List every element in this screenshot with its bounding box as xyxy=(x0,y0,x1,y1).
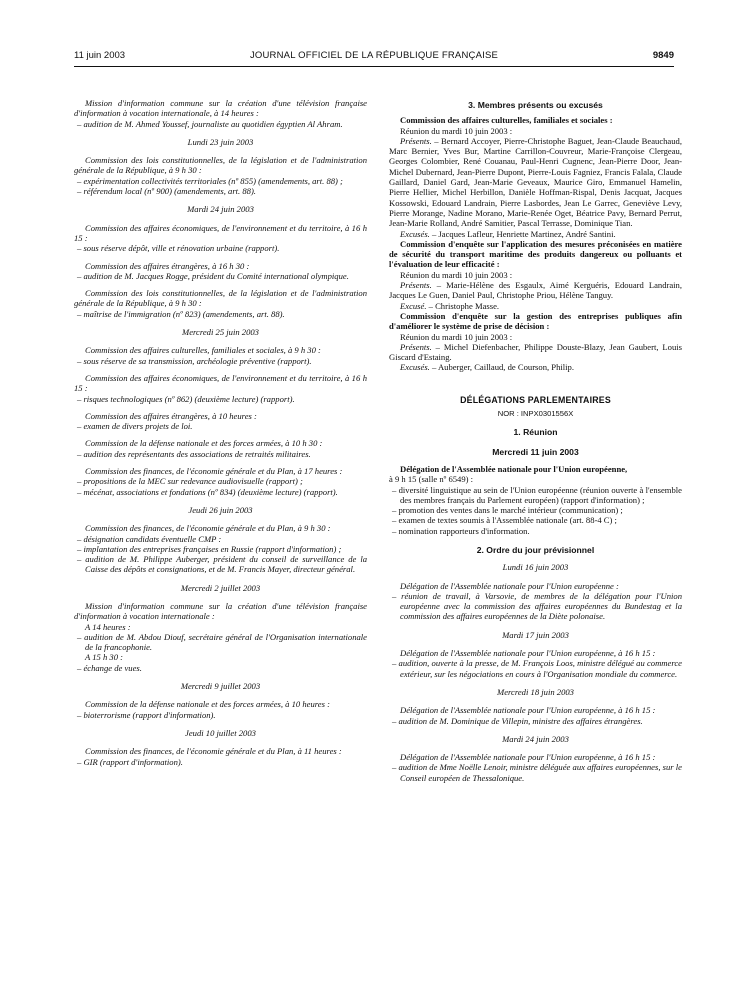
session-heading: Délégation de l'Assemblée nationale pour l'Union européenne : xyxy=(400,580,619,591)
agenda-item: – audition de M. Abdou Diouf, secrétaire général de l'Organisation internationale de la francophonie. xyxy=(77,631,367,653)
session-heading: Commission des affaires économiques, de l'environnement et du territoire, à 16 h 15 : xyxy=(74,222,367,243)
session-heading: Commission de la défense nationale et des forces armées, à 10 h 30 : xyxy=(85,438,323,449)
date-heading: Jeudi 10 juillet 2003 xyxy=(185,727,256,738)
section-heading: 1. Réunion xyxy=(513,427,558,438)
date-heading: Mercredi 25 juin 2003 xyxy=(182,327,259,338)
agenda-list xyxy=(74,663,367,673)
agenda-list xyxy=(389,716,682,726)
agenda-list xyxy=(74,710,367,720)
attendance-present xyxy=(389,342,682,363)
presents-names: – Michel Diefenbacher, Philippe Douste-Blazy, Jean Gaubert, Louis Giscard d'Estaing. xyxy=(389,341,682,363)
date-heading: Mardi 24 juin 2003 xyxy=(502,733,569,744)
journal-title: JOURNAL OFFICIEL DE LA RÉPUBLIQUE FRANÇAISE xyxy=(249,50,499,61)
agenda-list xyxy=(74,534,367,575)
session-heading: Commission des lois constitutionnelles, de la législation et de l'administration générale de la République, à 9 h 30 : xyxy=(74,155,367,176)
agenda-item: – propositions de la MEC sur redevance audiovisuelle (rapport) ; xyxy=(77,476,303,487)
session-heading: Mission d'information commune sur la création d'une télévision française d'information à vocation internationale, à 14 heures : xyxy=(74,98,367,119)
page-header xyxy=(74,50,674,64)
agenda-list xyxy=(389,591,682,622)
agenda-item: – audition de M. Philippe Auberger, président du conseil de surveillance de la Caisse des dépôts et consignations, et de M. Francis Mayer, directeur général. xyxy=(77,554,367,575)
session-heading: Commission des finances, de l'économie générale et du Plan, à 17 heures : xyxy=(85,466,343,477)
agenda-list xyxy=(74,757,367,767)
delegation-heading: Délégation de l'Assemblée nationale pour l'Union européenne, xyxy=(400,463,628,474)
agenda-list xyxy=(74,176,367,197)
agenda-list xyxy=(389,658,682,679)
date-heading: Lundi 23 juin 2003 xyxy=(187,136,254,147)
agenda-item: – sous réserve dépôt, ville et rénovation urbaine (rapport). xyxy=(77,243,280,254)
agenda-item: – diversité linguistique au sein de l'Union européenne (réunion ouverte à l'ensemble des membres français du Parlement européen) (rapport d'information) ; xyxy=(392,484,682,505)
excuses-names: – Jacques Lafleur, Henriette Martinez, André Santini. xyxy=(429,228,616,239)
agenda-item: – bioterrorisme (rapport d'information). xyxy=(77,709,216,720)
session-heading: Commission des lois constitutionnelles, de la législation et de l'administration générale de la République, à 9 h 30 : xyxy=(74,288,367,309)
excuse-label: Excusé. xyxy=(400,300,427,311)
header-date: 11 juin 2003 xyxy=(74,50,126,61)
agenda-item: – nomination rapporteurs d'information. xyxy=(392,525,530,536)
date-heading: Mercredi 2 juillet 2003 xyxy=(180,582,261,593)
excuse-names: – Christophe Masse. xyxy=(426,300,500,311)
excuses-names: – Auberger, Caillaud, de Courson, Philip. xyxy=(429,362,574,373)
date-heading: Mercredi 9 juillet 2003 xyxy=(180,681,261,692)
date-heading: Mercredi 11 juin 2003 xyxy=(492,446,579,457)
agenda-item: – audition de M. Ahmed Youssef, journaliste au quotidien égyptien Al Ahram. xyxy=(77,118,343,129)
committee-heading: Commission d'enquête sur l'application des mesures préconisées en matière de sécurité du transport maritime des produits dangereux ou polluants et l'évaluation de leur efficacité : xyxy=(389,238,682,270)
date-heading: Mardi 17 juin 2003 xyxy=(502,629,569,640)
date-heading: Jeudi 26 juin 2003 xyxy=(188,504,253,515)
agenda-item: – examen de divers projets de loi. xyxy=(77,421,193,432)
agenda-item: – mécénat, associations et fondations (nº 834) (deuxième lecture) (rapport). xyxy=(77,486,338,497)
agenda-item: – GIR (rapport d'information). xyxy=(77,756,183,767)
committee-heading: Commission d'enquête sur la gestion des entreprises publiques afin d'améliorer le système de prise de décision : xyxy=(389,310,682,332)
presents-names: – Bernard Accoyer, Pierre-Christophe Baguet, Jean-Claude Beauchaud, Marc Bernier, Yves Bur, Martine Carrillon-Couvreur, Marie-Françoise Clergeau, Georges Colombier, René Couanau, Paul-Henri Cugnenc, Jean-Pierre Door, Jean-Michel Dubernard, Jean-Pierre Dupont, Pierre-Louis Fagniez, Francis Falala, Claude Gaillard, Daniel Gard, Jean-Marie Geveaux, Maurice Giro, Emmanuel Hamelin, Pierre Hellier, Michel Herbillon, Danièle Hoffman-Rispal, Denis Jacquat, Jacques Kossowski, Edouard Landrain, Pierre Lasbordes, Jean Le Garrec, Geneviève Levy, Pierre Morange, Nadine Morano, Marie-Renée Oget, Béatrice Pavy, Bernard Perrut, Jean-Marie Rolland, André Samitier, Pascal Terrasse, Dominique Tian. xyxy=(389,135,682,229)
meeting-date: Réunion du mardi 10 juin 2003 : xyxy=(400,269,513,280)
presents-names: – Marie-Hélène des Esgaulx, Aimé Kerguéris, Edouard Landrain, Jacques Le Guen, Daniel Paul, Christophe Priou, Hélène Tanguy. xyxy=(389,280,682,301)
meeting-time: à 9 h 15 (salle nº 6549) : xyxy=(389,474,474,485)
excuses-label: Excusés. xyxy=(400,228,430,239)
section-heading: 3. Membres présents ou excusés xyxy=(468,100,603,110)
attendance-excused xyxy=(389,301,682,311)
agenda-list xyxy=(74,309,367,319)
agenda-list xyxy=(389,762,682,783)
session-heading: Commission des finances, de l'économie générale et du Plan, à 11 heures : xyxy=(85,746,342,757)
agenda-item: – maîtrise de l'immigration (nº 823) (amendements, art. 88). xyxy=(77,308,285,319)
agenda-list xyxy=(74,243,367,253)
agenda-item: – examen de textes soumis à l'Assemblée nationale (art. 88-4 C) ; xyxy=(392,515,617,526)
session-heading: Délégation de l'Assemblée nationale pour l'Union européenne, à 16 h 15 : xyxy=(400,648,656,659)
agenda-list xyxy=(74,449,367,459)
agenda-list xyxy=(74,476,367,497)
presents-label: Présents. xyxy=(400,341,432,352)
session-heading: Commission des affaires culturelles, familiales et sociales, à 9 h 30 : xyxy=(85,345,321,356)
date-heading: Mercredi 18 juin 2003 xyxy=(497,686,574,697)
session-heading: Mission d'information commune sur la création d'une télévision française d'information à vocation internationale : xyxy=(74,600,367,622)
section-heading: 2. Ordre du jour prévisionnel xyxy=(476,544,595,555)
agenda-item: – sous réserve de sa transmission, archéologie préventive (rapport). xyxy=(77,355,312,366)
agenda-item: – échange de vues. xyxy=(77,662,142,673)
agenda-item: – expérimentation collectivités territoriales (nº 855) (amendements, art. 88) ; xyxy=(77,175,343,186)
agenda-item: – référendum local (nº 900) (amendements, art. 88). xyxy=(77,186,256,197)
agenda-list xyxy=(74,119,367,129)
agenda-item: – audition de Mme Noëlle Lenoir, ministre déléguée aux affaires européennes, sur le Conseil européen de Thessalonique. xyxy=(392,762,682,783)
agenda-list xyxy=(74,394,367,404)
delegations-title: DÉLÉGATIONS PARLEMENTAIRES xyxy=(460,394,611,405)
date-heading: Mardi 24 juin 2003 xyxy=(187,204,254,215)
presents-label: Présents. xyxy=(400,135,432,146)
meeting-date: Réunion du mardi 10 juin 2003 : xyxy=(400,125,513,136)
date-heading: Lundi 16 juin 2003 xyxy=(502,562,569,573)
excuses-label: Excusés. xyxy=(400,362,430,373)
agenda-item: – risques technologiques (nº 862) (deuxième lecture) (rapport). xyxy=(77,393,295,404)
header-rule xyxy=(74,66,674,67)
agenda-item: – réunion de travail, à Varsovie, de membres de la délégation pour l'Union européenne avec la commission des affaires européennes du Bundestag et la commission des affaires européennes de la Diète polonaise. xyxy=(392,590,682,622)
session-heading: Délégation de l'Assemblée nationale pour l'Union européenne, à 16 h 15 : xyxy=(400,705,656,716)
agenda-list xyxy=(74,271,367,281)
agenda-list xyxy=(74,632,367,653)
agenda-item: – implantation des entreprises françaises en Russie (rapport d'information) ; xyxy=(77,543,342,554)
agenda-item: – audition des représentants des associations de retraités militaires. xyxy=(77,448,311,459)
agenda-item: – audition de M. Jacques Rogge, président du Comité international olympique. xyxy=(77,270,349,281)
nor-reference: NOR : INPX0301556X xyxy=(497,409,574,419)
page-number: 9849 xyxy=(652,50,674,61)
committee-heading: Commission des affaires culturelles, familiales et sociales : xyxy=(400,115,613,126)
agenda-item: – audition, ouverte à la presse, de M. François Loos, ministre délégué au commerce extérieur, sur les négociations en cours à l'Organisation mondiale du commerce. xyxy=(392,658,682,679)
attendance-present xyxy=(389,280,682,301)
agenda-item: – promotion des ventes dans le marché intérieur (communication) ; xyxy=(392,505,623,516)
session-heading: Commission des affaires étrangères, à 10 heures : xyxy=(85,410,257,421)
session-heading: Délégation de l'Assemblée nationale pour l'Union européenne, à 16 h 15 : xyxy=(400,752,656,763)
attendance-present xyxy=(389,136,682,229)
session-heading: Commission des affaires économiques, de l'environnement et du territoire, à 16 h 15 : xyxy=(74,372,367,394)
right-column xyxy=(389,98,682,783)
agenda-item: – audition de M. Dominique de Villepin, ministre des affaires étrangères. xyxy=(392,715,643,726)
meeting-date: Réunion du mardi 10 juin 2003 : xyxy=(400,331,513,342)
left-column xyxy=(74,98,367,767)
session-heading: Commission des finances, de l'économie générale et du Plan, à 9 h 30 : xyxy=(85,523,331,534)
attendance-excused xyxy=(389,362,682,372)
session-heading: Commission de la défense nationale et des forces armées, à 10 heures : xyxy=(85,699,330,710)
agenda-list xyxy=(74,421,367,431)
agenda-item: – désignation candidats éventuelle CMP : xyxy=(77,533,222,544)
agenda-list xyxy=(389,485,682,536)
session-heading: Commission des affaires étrangères, à 16 h 30 : xyxy=(85,260,250,271)
attendance-excused xyxy=(389,229,682,239)
time-label: A 14 heures : xyxy=(85,621,131,632)
presents-label: Présents. xyxy=(400,280,432,291)
time-label: A 15 h 30 : xyxy=(85,652,124,663)
agenda-list xyxy=(74,356,367,366)
